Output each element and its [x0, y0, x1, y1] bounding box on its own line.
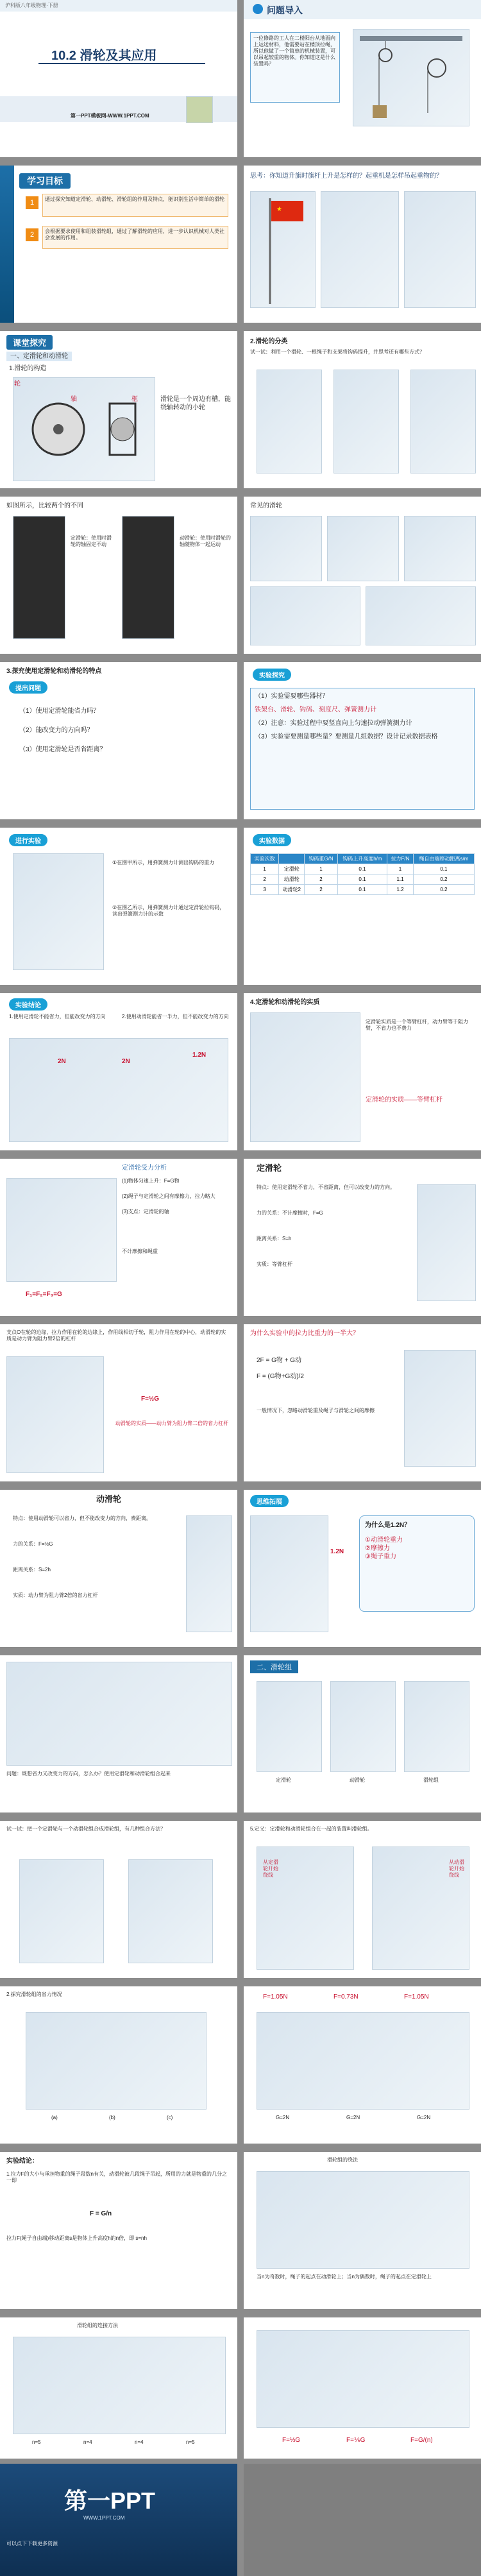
intro-badge-icon	[253, 4, 263, 14]
common-photo-3	[404, 516, 476, 581]
svg-text:★: ★	[276, 206, 282, 213]
pulley-desc: 滑轮是一个周边有槽，能绕轴转动的小轮	[160, 396, 231, 411]
experiment-line-3: （2）注意：实验过程中要竖直向上匀速拉动弹簧测力计	[255, 720, 412, 727]
slide-conclusion	[0, 993, 237, 1150]
movable-essence-conc: 动滑轮的实质——动力臂为阻力臂二倍的省力杠杆	[115, 1420, 228, 1426]
connect-n2: n=4	[83, 2439, 92, 2445]
common-title: 常见的滑轮	[250, 502, 282, 509]
formula-2: F=⅙G	[346, 2437, 366, 2444]
essence-conclusion: 定滑轮的实质——等臂杠杆	[366, 1096, 443, 1104]
table-header: 钩码上升高度h/m	[337, 854, 387, 864]
table-header-row	[251, 854, 475, 864]
goal-1-text: 通过探究知道定滑轮、动滑轮、滑轮组的作用及特点，能识别生活中简单的滑轮	[45, 196, 224, 202]
table-header: 实验次数	[251, 854, 279, 864]
ask-title: 3.探究使用定滑轮和动滑轮的特点	[6, 668, 102, 675]
system-text: 问题：既想省力又改变力的方向，怎么办？使用定滑轮和动滑轮组合起来	[6, 1771, 171, 1777]
result-a: F=1.05N	[263, 1993, 288, 2000]
table-cell: 定滑轮	[279, 864, 305, 874]
essence-title: 4.定滑轮和动滑轮的实质	[250, 999, 320, 1006]
movable-summary-title: 动滑轮	[96, 1494, 122, 1504]
slide-explore-system	[0, 1986, 237, 2144]
slide-pulley-system	[0, 1655, 237, 1813]
movable-summary-image	[186, 1515, 232, 1632]
result-g-b: G=2N	[346, 2115, 360, 2120]
exp-conclusion-text2: 拉力F(绳子自由端)移动距离s是物体上升高度h的n倍，即 s=nh	[6, 2235, 147, 2241]
result-c: F=1.05N	[404, 1993, 429, 2000]
movable-summary-4: 实质：动力臂为阻力臂2倍的省力杠杆	[13, 1592, 98, 1598]
table-cell: 0.1	[337, 864, 387, 874]
slide-question-intro	[244, 0, 481, 157]
flag-icon	[251, 192, 315, 307]
table-cell: 0.1	[337, 874, 387, 885]
slide-cover	[0, 0, 237, 157]
fixed-summary-4: 实质：等臂杠杆	[257, 1261, 292, 1267]
table-cell: 1	[251, 864, 279, 874]
result-g-c: G=2N	[417, 2115, 431, 2120]
goal-1-box	[42, 194, 228, 217]
extension-val: 1.2N	[330, 1548, 344, 1555]
why-note: 一般情况下，忽略动滑轮重及绳子与滑轮之间的摩擦	[257, 1408, 375, 1413]
explore-system-label-c: (c)	[167, 2115, 173, 2120]
connect-n1: n=5	[32, 2439, 41, 2445]
connect-title: 滑轮组的连接方法	[77, 2323, 118, 2328]
why-line-2: F = (G物+G动)/2	[257, 1373, 304, 1380]
extension-pill: 思维拓展	[250, 1495, 289, 1507]
table-cell: 动滑轮2	[279, 885, 305, 895]
label-2n-b: 2N	[122, 1058, 130, 1065]
data-table	[250, 853, 475, 895]
type-movable-label: 动滑轮	[350, 1777, 365, 1783]
data-pill: 实验数据	[253, 834, 291, 846]
table-cell: 1	[387, 864, 414, 874]
definition-label-2: 从动滑轮开始绕线	[449, 1859, 464, 1878]
definition-label-1: 从定滑轮开始绕线	[263, 1859, 278, 1878]
common-photo-2	[327, 516, 399, 581]
exp-conclusion-formula: F = G/n	[90, 2210, 112, 2217]
formulas-image	[257, 2330, 469, 2428]
movable-summary-2: 力的关系：F=½G	[13, 1541, 53, 1547]
table-row	[251, 864, 475, 874]
explore-item: 1.滑轮的构造	[9, 365, 47, 372]
type-system-label: 滑轮组	[423, 1777, 439, 1783]
label-1-2n: 1.2N	[192, 1052, 207, 1059]
extension-question: 为什么是1.2N？	[365, 1522, 411, 1529]
intro-text: 一位修路的工人在二楼阳台从地面向上运送材料，他需要站在楼顶拉绳，所以他做了一个简单的机械装置，可以吊起较重的物体。你知道这是什么装置吗？	[253, 35, 335, 67]
connect-image	[13, 2337, 226, 2434]
slide-experiment-conclusion	[0, 2152, 237, 2309]
force-line-1: (1)物体匀速上升：F=G物	[122, 1178, 180, 1184]
label-wheel: 轮	[14, 380, 21, 388]
slide-brand	[0, 2464, 237, 2576]
slide-data	[244, 828, 481, 985]
table-cell: 1.2	[387, 885, 414, 895]
slide-definition	[244, 1821, 481, 1978]
think-title: 思考：你知道升旗时旗杆上升是怎样的？起重机是怎样吊起重物的？	[250, 173, 443, 180]
table-row	[251, 885, 475, 895]
worker-photo	[321, 191, 399, 308]
slide-try-combine	[0, 1821, 237, 1978]
extension-reason-2: ②摩擦力	[365, 1545, 390, 1552]
goal-2-badge: 2	[26, 228, 38, 241]
movable-essence-text: 支点O在轮的边缘，拉力作用在轮的边缘上，作用线相切于轮，阻力作用在轮的中心，动滑轮的实质是动力臂为阻力臂2倍的杠杆	[6, 1329, 226, 1342]
goals-tag: 学习目标	[19, 173, 71, 189]
definition-title: 5.定义：定滑轮和动滑轮组合在一起的装置叫滑轮组。	[250, 1826, 373, 1832]
force-formula: F₁=F₂=F₃=G	[26, 1291, 62, 1298]
ask-pill: 提出问题	[9, 681, 47, 694]
slide-connect	[0, 2317, 237, 2459]
explore-tag: 课堂探究	[6, 335, 53, 350]
results-image	[257, 2012, 469, 2110]
crane-photo	[404, 191, 476, 308]
slide-fixed-summary	[244, 1159, 481, 1316]
classification-text: 试一试：利用一个滑轮、一根绳子和支架将钩码提升，并思考还有哪些方式？	[250, 349, 425, 355]
system-tag: 二、滑轮组	[250, 1660, 298, 1673]
experiment-line-4: （3）实验需要测量哪些量？要测量几组数据？设计记录数据表格	[255, 733, 438, 740]
stand-image-1	[333, 370, 399, 473]
movable-essence-formula: F=½G	[141, 1395, 160, 1403]
combine-image-1	[19, 1859, 104, 1963]
why-line-1: 2F = G物 + G动	[257, 1357, 302, 1364]
connect-n3: n=4	[135, 2439, 144, 2445]
combine-image-2	[128, 1859, 213, 1963]
essence-diagram	[250, 1012, 360, 1142]
pulley-wheel-icon	[13, 378, 155, 481]
table-cell: 0.2	[413, 874, 474, 885]
type-system-image	[404, 1681, 469, 1772]
fixed-summary-title: 定滑轮	[257, 1163, 282, 1173]
type-movable-image	[330, 1681, 396, 1772]
explore-sub: 一、定滑轮和动滑轮	[6, 352, 72, 361]
explore-system-image	[26, 2012, 207, 2110]
table-header: 拉力F/N	[387, 854, 414, 864]
exp-conclusion-title: 实验结论：	[6, 2158, 38, 2165]
slide-conduct	[0, 828, 237, 985]
table-cell: 2	[251, 874, 279, 885]
slide-think	[244, 166, 481, 323]
type-fixed-label: 定滑轮	[276, 1777, 291, 1783]
conduct-note-2: ②在图乙所示，用弹簧测力计通过定滑轮拉钩码，读出弹簧测力计的示数	[112, 905, 225, 917]
slide-common-pulleys	[244, 497, 481, 654]
table-cell: 2	[305, 874, 337, 885]
intro-photo	[353, 29, 469, 126]
explore-system-label-b: (b)	[109, 2115, 115, 2120]
slide-essence	[244, 993, 481, 1150]
goal-2-box	[42, 226, 228, 249]
brand-url: WWW.1PPT.COM	[83, 2515, 125, 2521]
table-cell: 3	[251, 885, 279, 895]
label-frame: 框	[131, 396, 138, 403]
footer-brand: 第一PPT模板网-WWW.1PPT.COM	[71, 113, 149, 119]
fixed-summary-1: 特点：使用定滑轮不省力，不省距离，但可以改变力的方向。	[257, 1184, 395, 1190]
classification-title: 2.滑轮的分类	[250, 338, 288, 345]
slide-compare	[0, 497, 237, 654]
movable-summary-1: 特点：使用动滑轮可以省力，但不能改变力的方向，费距离。	[13, 1515, 151, 1521]
ask-q2: （2）能改变力的方向吗？	[19, 727, 94, 734]
table-cell: 2	[305, 885, 337, 895]
common-photo-1	[250, 516, 322, 581]
slide-system-types	[244, 1655, 481, 1813]
title-underline	[38, 63, 205, 64]
fixed-pulley-image	[13, 516, 65, 639]
experiment-pill: 实验探究	[253, 669, 291, 681]
slide-force-analysis	[0, 1159, 237, 1316]
brand-name: 第一PPT	[64, 2487, 156, 2514]
type-fixed-image	[257, 1681, 322, 1772]
slide-movable-summary	[0, 1490, 237, 1647]
conduct-image	[13, 853, 104, 970]
slide-ask	[0, 662, 237, 819]
explore-system-label-a: (a)	[51, 2115, 58, 2120]
table-cell: 0.1	[337, 885, 387, 895]
force-sub: 不计摩擦和绳重	[122, 1249, 158, 1254]
slide-blank	[244, 2464, 481, 2576]
table-cell: 1.1	[387, 874, 414, 885]
fixed-summary-3: 距离关系：S=h	[257, 1236, 292, 1241]
connect-n4: n=5	[186, 2439, 195, 2445]
conduct-note-1: ①在图甲所示，用弹簧测力计测出钩码的重力	[112, 860, 215, 866]
table-header: 钩码重G/N	[305, 854, 337, 864]
conduct-pill: 进行实验	[9, 834, 47, 846]
compare-title: 如图所示，比较两个的不同	[6, 502, 83, 509]
slide-system-results	[244, 1986, 481, 2144]
publisher-label: 沪科版八年级物理·下册	[5, 3, 58, 8]
ask-q3: （3）使用定滑轮是否省距离？	[19, 746, 106, 753]
result-g-a: G=2N	[276, 2115, 290, 2120]
table-row	[251, 874, 475, 885]
label-axle: 轴	[71, 396, 77, 403]
pulley-scene-icon	[353, 30, 469, 126]
label-2n-a: 2N	[58, 1058, 66, 1065]
force-line-2: (2)绳子与定滑轮之间有摩擦力，拉力略大	[122, 1193, 215, 1199]
slide-movable-essence	[0, 1324, 237, 1481]
combine-text: 试一试：把一个定滑轮与一个动滑轮组合成滑轮组，有几种组合方法？	[6, 1826, 165, 1832]
result-b: F=0.73N	[333, 1993, 359, 2000]
movable-pulley-image	[122, 516, 174, 639]
winding-text: 当n为奇数时，绳子的起点在动滑轮上；当n为偶数时，绳子的起点在定滑轮上	[257, 2274, 432, 2280]
force-line-3: (3)支点：定滑轮的轴	[122, 1209, 169, 1215]
goal-2-text: 会根据要求使用和组装滑轮组，通过了解滑轮的应用，进一步认识机械对人类社会发展的作用。	[45, 228, 224, 241]
extension-image	[250, 1515, 328, 1632]
pulley-structure-image	[13, 377, 155, 481]
cover-image	[186, 96, 213, 123]
winding-image	[257, 2171, 469, 2269]
extension-reason-3: ③绳子重力	[365, 1553, 396, 1560]
extension-bubble	[359, 1515, 475, 1612]
goal-1-badge: 1	[26, 196, 38, 209]
slide-formulas	[244, 2317, 481, 2459]
winding-title: 滑轮组的绕法	[327, 2157, 358, 2163]
conclusion-b: 2.使用动滑轮能省一半力，但不能改变力的方向	[122, 1014, 229, 1019]
table-cell: 动滑轮	[279, 874, 305, 885]
experiment-line-2: 铁架台、滑轮、钩码、刻度尺、弹簧测力计	[255, 706, 376, 713]
rope-image	[257, 370, 322, 473]
experiment-line-1: （1）实验需要哪些器材？	[255, 693, 329, 700]
table-cell: 1	[305, 864, 337, 874]
extension-reason-1: ①动滑轮重力	[365, 1537, 403, 1544]
movable-essence-diagram	[6, 1356, 104, 1473]
conclusion-pill: 实验结论	[9, 998, 47, 1011]
explore-system-title: 2.探究滑轮组的省力情况	[6, 1992, 62, 1997]
fixed-desc: 定滑轮：使用时滑轮的轴固定不动	[71, 535, 112, 547]
fixed-summary-image	[417, 1184, 476, 1301]
slide-extension	[244, 1490, 481, 1647]
slide-winding	[244, 2152, 481, 2309]
why-title: 为什么实验中的拉力比重力的一半大？	[250, 1330, 359, 1337]
slide-classification	[244, 331, 481, 488]
movable-desc: 动滑轮：使用时滑轮的轴随物体一起运动	[180, 535, 231, 547]
lesson-title: 10.2 滑轮及其应用	[51, 49, 157, 63]
experiment-box	[250, 688, 475, 810]
slide-goals	[0, 166, 237, 323]
formula-1: F=⅓G	[282, 2437, 301, 2444]
intro-text-box	[250, 32, 340, 103]
why-image	[404, 1350, 476, 1467]
ask-q1: （1）使用定滑轮能省力吗？	[19, 708, 100, 715]
table-header	[279, 854, 305, 864]
movable-summary-3: 距离关系：S=2h	[13, 1567, 51, 1573]
common-photo-5	[366, 586, 476, 645]
force-diagram	[6, 1178, 117, 1282]
exp-conclusion-text: 1.拉力F的大小与承担物重的绳子段数n有关，动滑轮被几段绳子吊起，所用的力就是物重的几分之一即	[6, 2171, 228, 2183]
table-cell: 0.1	[413, 864, 474, 874]
intro-tag: 问题导入	[267, 5, 303, 15]
table-header: 绳自由端移动距离s/m	[413, 854, 474, 864]
slide-explore	[0, 331, 237, 488]
stand-image-2	[410, 370, 476, 473]
slide-why-larger	[244, 1324, 481, 1481]
table-cell: 0.2	[413, 885, 474, 895]
fixed-summary-2: 力的关系：不计摩擦时，F=G	[257, 1210, 323, 1216]
formula-3: F=G/(n)	[410, 2437, 433, 2444]
slide-experiment	[244, 662, 481, 819]
common-photo-4	[250, 586, 360, 645]
brand-contact: 可以点下下载更多资源	[6, 2541, 58, 2546]
force-title: 定滑轮受力分析	[122, 1164, 167, 1172]
flag-photo	[250, 191, 316, 308]
system-diagram	[6, 1662, 232, 1766]
conclusion-a: 1.使用定滑轮不能省力，但能改变力的方向	[9, 1014, 106, 1019]
essence-text: 定滑轮实质是一个等臂杠杆，动力臂等于阻力臂，不省力也不费力	[366, 1019, 468, 1031]
